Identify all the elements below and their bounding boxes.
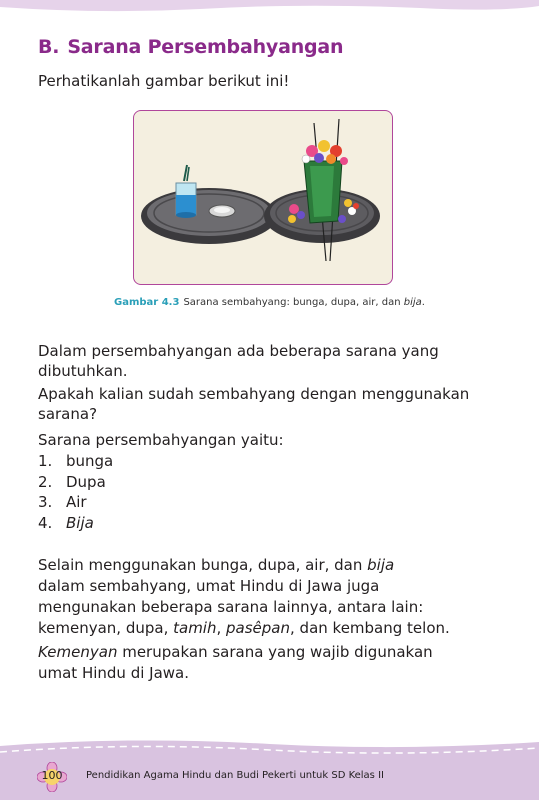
list-number: 4. (38, 513, 53, 532)
bija-dish (209, 205, 235, 217)
paragraph-4-line-1 (38, 555, 508, 576)
water-glass (176, 165, 196, 218)
list-item (38, 492, 113, 513)
paragraph-3: Sarana persembahyangan yaitu: (38, 431, 284, 449)
sarana-list (38, 451, 113, 533)
paragraph-5-line-1 (38, 642, 508, 663)
p4-text: , (216, 619, 227, 637)
section-title-text: Sarana Persembahyangan (67, 36, 344, 58)
paragraph-2: Apakah kalian sudah sembahyang dengan menggunakan sarana? (38, 385, 470, 423)
caption-text: Sarana sembahyang: bunga, dupa, air, dan (183, 297, 404, 308)
figure-number: Gambar 4.3 (114, 297, 180, 308)
top-decorative-band (0, 0, 539, 14)
p5-text: merupakan sarana yang wajib digunakan (117, 643, 433, 661)
figure-caption (0, 297, 539, 308)
water-tray (141, 165, 277, 244)
list-item (38, 472, 113, 493)
list-text: Bija (66, 513, 94, 532)
paragraph-4-line-3: mengunakan beberapa sarana lainnya, antara lain: (38, 598, 424, 616)
list-item (38, 513, 113, 534)
caption-italic: bija (403, 297, 422, 308)
figure-frame (133, 110, 393, 285)
footer-book-title: Pendidikan Agama Hindu dan Budi Pekerti untuk SD Kelas II (86, 770, 384, 781)
p4-italic: pasêpan (226, 619, 291, 637)
intro-text: Perhatikanlah gambar berikut ini! (38, 72, 290, 90)
list-text: Air (66, 493, 87, 511)
caption-end: . (421, 297, 425, 308)
paragraph-5-line-2: umat Hindu di Jawa. (38, 664, 190, 682)
paragraph-4 (38, 555, 508, 639)
section-letter: B. (38, 36, 60, 58)
p4-text: kemenyan, dupa, (38, 619, 174, 637)
paragraph-5 (38, 642, 508, 684)
list-number: 1. (38, 452, 53, 470)
paragraph-4-line-4 (38, 618, 508, 639)
list-number: 3. (38, 493, 53, 511)
flower-tray (264, 119, 380, 261)
p4-italic: bija (367, 556, 395, 574)
p4-italic: tamih (173, 619, 217, 637)
list-number: 2. (38, 472, 53, 491)
p5-italic: Kemenyan (38, 643, 118, 661)
paragraph-1: Dalam persembahyangan ada beberapa sarana yang dibutuhkan. (38, 342, 439, 380)
paragraph-4-line-2: dalam sembahyang, umat Hindu di Jawa juga (38, 577, 380, 595)
p4-text: Selain menggunakan bunga, dupa, air, dan (38, 556, 368, 574)
footer-band (0, 738, 539, 800)
p4-text: , dan kembang telon. (290, 619, 450, 637)
list-text: bunga (66, 452, 114, 470)
page-number: 100 (41, 769, 63, 782)
list-text: Dupa (66, 472, 106, 491)
offering-illustration (134, 111, 392, 284)
section-title (38, 36, 343, 58)
list-item (38, 451, 113, 472)
